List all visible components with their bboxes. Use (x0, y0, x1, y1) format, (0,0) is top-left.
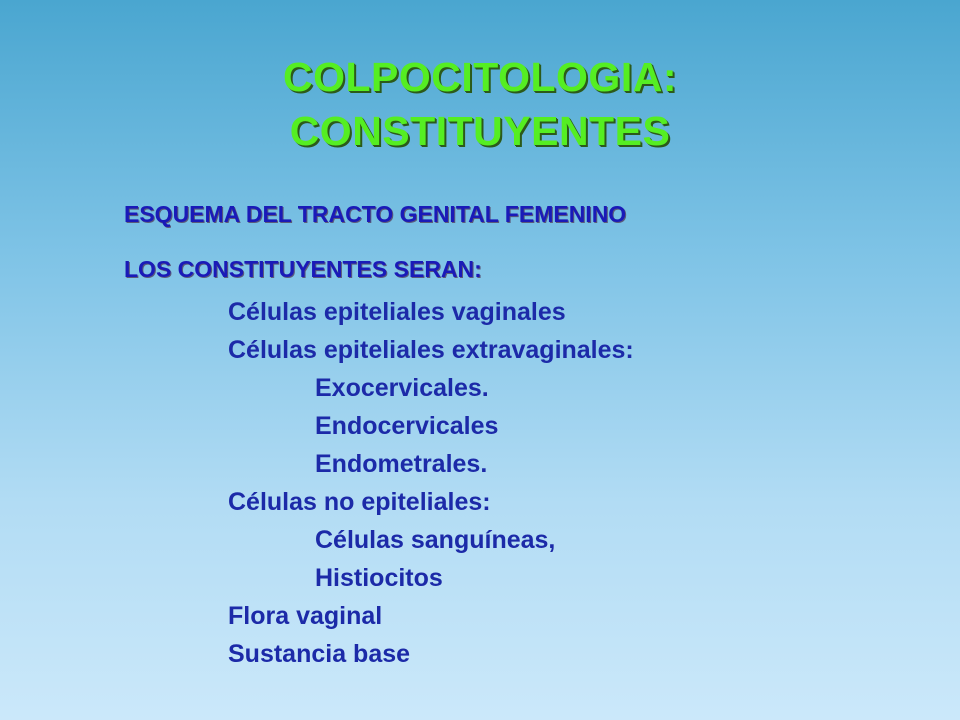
list-item-label: Células no epiteliales: (228, 488, 491, 516)
list-subitem (315, 562, 443, 594)
list-item-label: Células epiteliales extravaginales: (228, 336, 634, 364)
list-item-label: Sustancia base (228, 640, 411, 668)
list-subitem (315, 410, 498, 442)
list-subitem-label: Exocervicales. (315, 374, 489, 402)
list-item (218, 638, 410, 670)
list-item (218, 600, 382, 632)
list-subitem-label: Endometrales. (315, 450, 488, 478)
title-line-2: CONSTITUYENTES (289, 108, 671, 154)
subheading-esquema: ESQUEMA DEL TRACTO GENITAL FEMENINO (124, 201, 627, 227)
slide-title (0, 50, 960, 158)
subheading-constituyentes: LOS CONSTITUYENTES SERAN: (124, 256, 482, 282)
list-subitem-label: Células sanguíneas, (315, 526, 556, 554)
list-subitem (315, 524, 555, 556)
title-line-1: COLPOCITOLOGIA: (283, 54, 677, 100)
list-subitem (315, 448, 487, 480)
list-item-label: Células epiteliales vaginales (228, 298, 566, 326)
list-item-label: Flora vaginal (228, 602, 383, 630)
list-item (218, 486, 491, 518)
list-item (218, 296, 566, 328)
list-subitem-label: Histiocitos (315, 564, 443, 592)
list-subitem (315, 372, 489, 404)
list-item (218, 334, 634, 366)
list-subitem-label: Endocervicales (315, 412, 499, 440)
